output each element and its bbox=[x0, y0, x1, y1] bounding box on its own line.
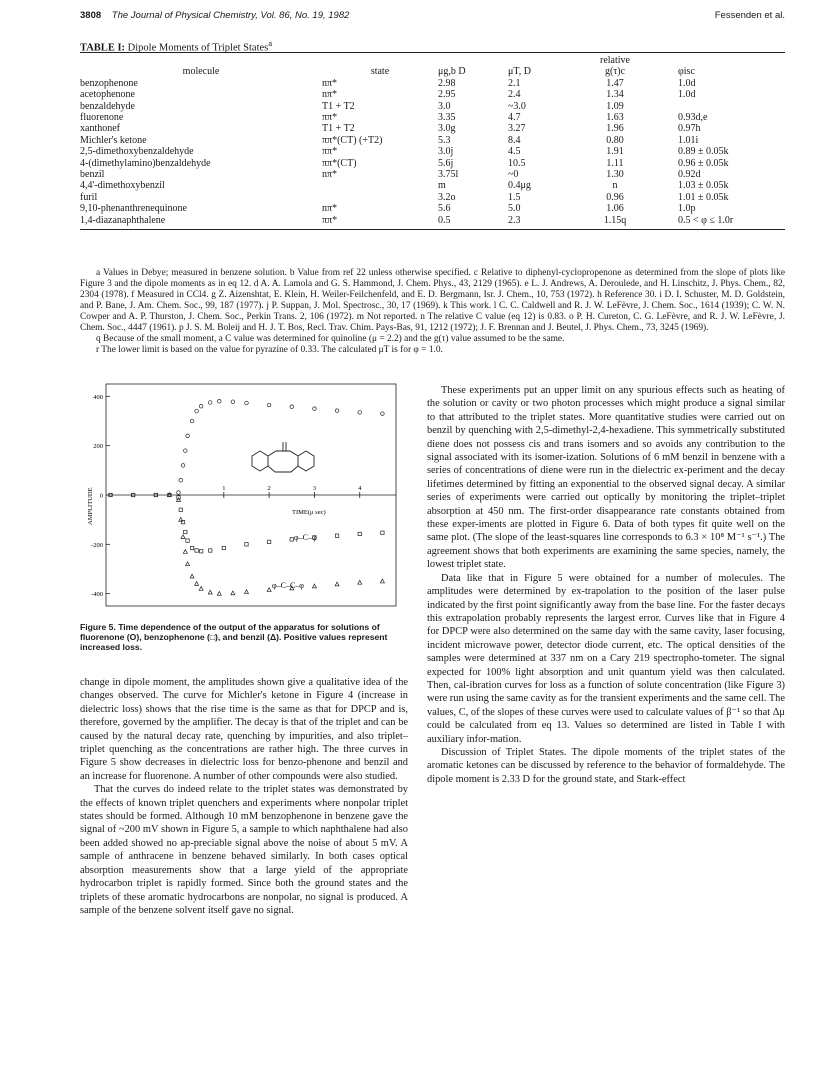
cell-mu-g: 3.2o bbox=[438, 191, 456, 203]
right-column bbox=[427, 384, 785, 786]
cell-molecule: 4-(dimethylamino)benzaldehyde bbox=[80, 157, 211, 169]
cell-mu-g: 3.0j bbox=[438, 146, 454, 158]
table-caption-note: a bbox=[268, 38, 273, 48]
cell-mu-t: ~0 bbox=[508, 169, 519, 181]
cell-state: T1 + T2 bbox=[322, 123, 355, 135]
cell-state: nπ* bbox=[322, 77, 338, 89]
table-row bbox=[80, 146, 785, 157]
left-column bbox=[80, 676, 408, 917]
cell-mu-g: 3.35 bbox=[438, 112, 456, 124]
cell-state: ππ*(CT) (+T2) bbox=[322, 134, 383, 146]
benzophenone-point bbox=[195, 549, 198, 552]
cell-g: 1.09 bbox=[606, 100, 624, 112]
cell-mu-g: 0.5 bbox=[438, 214, 451, 226]
cell-g: 1.63 bbox=[606, 112, 624, 124]
benzil-point bbox=[181, 535, 185, 539]
cell-g: 1.30 bbox=[606, 169, 624, 181]
cell-g: 0.80 bbox=[606, 134, 624, 146]
footnote-r: r The lower limit is based on the value for pyrazine of 0.33. The calculated μT is for φ = 1.0. bbox=[96, 345, 443, 355]
header-phi-isc: φisc bbox=[678, 66, 695, 78]
x-axis-label: TIME(μ sec) bbox=[292, 509, 326, 516]
benzophenone-point bbox=[199, 550, 202, 553]
cell-g: 1.11 bbox=[606, 157, 624, 169]
cell-mu-t: 4.5 bbox=[508, 146, 521, 158]
benzil-point bbox=[217, 591, 221, 595]
table-row bbox=[80, 89, 785, 100]
cell-molecule: acetophenone bbox=[80, 89, 135, 101]
cell-mu-g: 3.0 bbox=[438, 100, 451, 112]
cell-mu-t: 5.0 bbox=[508, 203, 521, 215]
header-mu-t: μT, D bbox=[508, 66, 531, 78]
cell-phi: 1.03 ± 0.05k bbox=[678, 180, 729, 192]
fluorenone-point bbox=[231, 400, 235, 404]
cell-g: 1.15q bbox=[603, 214, 627, 226]
fluorenone-point bbox=[186, 434, 190, 438]
benzil-point bbox=[179, 517, 183, 521]
cell-mu-t: 2.4 bbox=[508, 89, 521, 101]
running-header bbox=[80, 10, 785, 26]
cell-molecule: Michler's ketone bbox=[80, 134, 147, 146]
cell-phi: 1.0d bbox=[678, 89, 696, 101]
left-paragraph-2: That the curves do indeed relate to the triplet states was demonstrated by the effects of known triplet quenchers and experiments where nonpolar triplet states should be formed. Although 10 mM benzophenone in benzene gave the signal of ~200 mV shown in Figure 5, a sample to which naphthalene had also been added showed no ap-preciable signal above the noise of about 5 mV. A sample of anthracene in benzene behaved similarly. In both cases optical absorption measurements show that a large yield of the appropriate hydrocarbon triplet is rapidly formed. Since both the ground states and the triplets of these aromatic hydrocarbons are nonpolar, no signal is produced. A sample of the benzene solvent itself gave no signal. bbox=[80, 784, 408, 916]
fluorenone-point bbox=[313, 407, 317, 411]
cell-mu-t: ~3.0 bbox=[508, 100, 526, 112]
fluorenone-point bbox=[190, 419, 194, 423]
x-tick-label: 3 bbox=[312, 485, 317, 492]
left-paragraph-1: change in dipole moment, the amplitudes shown give a qualitative idea of the changes observed. The curve for Michler's ketone in Figure 4 (increase in dielectric loss) shows that the rise time is the same as that for DPCP and is, therefore, governed by the amplifier. The decay is that of the triplet and can be caused by the natural decay rate, quenching by impurities, and also triplet–triplet quenching as the concentrations are rather high. The three curves in Figure 5 show decreases in dielectric loss for benzo-phenone and benzil and an increase for fluorenone. A number of other compounds were also studied. bbox=[80, 677, 408, 782]
benzil-point bbox=[358, 580, 362, 584]
cell-phi: 0.5 < φ ≤ 1.0r bbox=[678, 214, 734, 226]
y-tick-label: 200 bbox=[93, 443, 103, 451]
table-row bbox=[80, 123, 785, 134]
fluorenone-point bbox=[335, 409, 339, 413]
fluorenone-point bbox=[195, 409, 199, 413]
fluorenone-point bbox=[381, 412, 385, 416]
cell-mu-g: 5.6j bbox=[438, 157, 454, 169]
journal-citation: The Journal of Physical Chemistry, Vol. 86, No. 19, 1982 bbox=[111, 10, 350, 21]
benzophenone-point bbox=[335, 534, 338, 537]
cell-g: n bbox=[612, 180, 618, 192]
fluorenone-point bbox=[177, 491, 181, 495]
cell-phi: 1.01 ± 0.05k bbox=[678, 191, 729, 203]
dipole-table bbox=[80, 52, 785, 230]
cell-phi bbox=[650, 101, 785, 112]
cell-mu-g: 3.75l bbox=[438, 169, 459, 181]
benzophenone-structure-label: φ–C–φ bbox=[294, 533, 317, 542]
cell-mu-t: 4.7 bbox=[508, 112, 521, 124]
amplitude-chart bbox=[82, 380, 402, 610]
footnote-q: q Because of the small moment, a C value was determined for quinoline (μ = 2.2) and the g(τ) value assumed to be the same. bbox=[96, 334, 565, 344]
fluorenone-point bbox=[290, 405, 294, 409]
fluorenone-point bbox=[199, 404, 203, 408]
cell-mu-t: 2.3 bbox=[508, 214, 521, 226]
table-caption-text: Dipole Moments of Triplet States bbox=[127, 42, 269, 54]
cell-molecule: xanthonef bbox=[80, 123, 120, 135]
x-tick-label: 1 bbox=[222, 485, 226, 492]
cell-phi: 0.96 ± 0.05k bbox=[678, 157, 729, 169]
cell-mu-g: 5.6 bbox=[438, 203, 451, 215]
cell-g: 1.91 bbox=[606, 146, 624, 158]
figure-5 bbox=[82, 380, 402, 610]
cell-state: ππ* bbox=[322, 146, 338, 158]
right-paragraph-1: These experiments put an upper limit on any spurious effects such as heating of the solution or cavity or two photon processes which might produce a signal similar to that attributed to the triplet states. More quantitative studies were carried out on benzil by quenching with 2,5-dimethyl-2,4-hexadiene. This symmetrically substituted diene does not possess cis and trans isomers and so avoids any contribution to the signal associated with its isomer-ization. Solutions of 6 mM benzil in benzene with a series of concentrations of diene were run in the dielectric ex-periment and the decay lifetimes determined by fitting an exponential to the observed signal decay. A similar series of experiments were carried out optically by monitoring the triplet–triplet absorption at 450 nm. The first-order disappearance rate constants obtained from these exper-iments are plotted in Figure 6. Data of both types fit quite well on the same plot. (The slope of the least-squares line corresponds to 6.3 × 10⁸ M⁻¹ s⁻¹.) The agreement shows that both experiments are examining the same species, namely, the lowest triplet state. bbox=[427, 385, 785, 571]
page-number: 3808 bbox=[80, 10, 102, 21]
benzil-point bbox=[186, 562, 190, 566]
benzil-point bbox=[190, 574, 194, 578]
cell-molecule: furil bbox=[80, 191, 98, 203]
cell-mu-t: 0.4μg bbox=[508, 180, 531, 192]
cell-state: T1 + T2 bbox=[322, 100, 355, 112]
cell-mu-t: 2.1 bbox=[508, 77, 521, 89]
cell-molecule: benzophenone bbox=[80, 77, 138, 89]
benzophenone-point bbox=[190, 546, 193, 549]
cell-molecule: 2,5-dimethoxybenzaldehyde bbox=[80, 146, 194, 158]
benzil-point bbox=[380, 579, 384, 583]
benzophenone-point bbox=[186, 539, 189, 542]
cell-molecule: benzil bbox=[80, 169, 105, 181]
cell-state: nπ* bbox=[322, 169, 338, 181]
benzil-point bbox=[312, 584, 316, 588]
table-row bbox=[80, 169, 785, 180]
cell-phi: 1.0d bbox=[678, 77, 696, 89]
cell-molecule: 9,10-phenanthrenequinone bbox=[80, 203, 187, 215]
cell-state: ππ* bbox=[322, 112, 338, 124]
cell-g: 1.34 bbox=[606, 89, 624, 101]
benzil-point bbox=[335, 582, 339, 586]
benzil-point bbox=[267, 588, 271, 592]
benzil-point bbox=[244, 590, 248, 594]
cell-g: 1.96 bbox=[606, 123, 624, 135]
table-row bbox=[80, 101, 785, 112]
cell-state: ππ*(CT) bbox=[322, 157, 357, 169]
cell-phi: 0.97h bbox=[678, 123, 701, 135]
cell-mu-t: 10.5 bbox=[508, 157, 526, 169]
cell-mu-g: 2.95 bbox=[438, 89, 456, 101]
fluorenone-point bbox=[217, 399, 221, 403]
benzophenone-point bbox=[184, 530, 187, 533]
x-tick-label: 4 bbox=[358, 485, 362, 492]
right-paragraph-2: Data like that in Figure 5 were obtained for a number of molecules. The amplitudes were determined by ex-trapolation to the position of the laser pulse indicated by the first point significantly away from the base line. For the faster decays this extrapolation probably represents the largest error. Curves like that in Figure 4 for DPCP were also determined on the same day with the same cavity, laser focusing, incident microwave power, detector diode current, etc. The optical densities of the samples were determined at 337 nm on a Cary 219 spectropho-tometer. The signal expected for 100% light absorption and unit quantum yield was then calculated. Then, cal-ibration curves for loss as a function of solute concentration (like Figure 3) were run using the same cavity as for the transient experiments and the same cell. The values, C, of the slopes of these curves were used to calculate values of β⁻¹ so that Δμ could be calculated from eq 13. Values so determined are listed in Table I with auxiliary infor-mation. bbox=[427, 572, 785, 745]
table-row bbox=[80, 180, 785, 191]
table-row bbox=[80, 158, 785, 169]
fluorenone-point bbox=[358, 411, 362, 415]
cell-molecule: fluorenone bbox=[80, 112, 124, 124]
fluorenone-point bbox=[181, 464, 185, 468]
benzophenone-point bbox=[222, 546, 225, 549]
benzophenone-point bbox=[358, 532, 361, 535]
header-g-tau: g(τ)c bbox=[604, 66, 626, 78]
cell-mu-g: 5.3 bbox=[438, 134, 451, 146]
y-tick-label: 0 bbox=[99, 492, 103, 500]
cell-molecule: 4,4'-dimethoxybenzil bbox=[80, 180, 165, 192]
x-tick-label: 2 bbox=[267, 485, 271, 492]
benzil-structure-label: φ–C–C–φ bbox=[272, 581, 304, 590]
benzil-point bbox=[195, 582, 199, 586]
fluorenone-point bbox=[183, 449, 187, 453]
cell-phi: 1.0p bbox=[678, 203, 696, 215]
y-tick-label: 400 bbox=[93, 393, 103, 401]
benzil-point bbox=[231, 591, 235, 595]
cell-mu-t: 3.27 bbox=[508, 123, 526, 135]
fluorenone-point bbox=[179, 478, 183, 482]
cell-molecule: benzaldehyde bbox=[80, 100, 135, 112]
cell-mu-t: 8.4 bbox=[508, 134, 521, 146]
benzil-point bbox=[199, 587, 203, 591]
molecule-structure-icon bbox=[252, 442, 314, 472]
benzophenone-point bbox=[290, 538, 293, 541]
cell-molecule: 1,4-diazanaphthalene bbox=[80, 214, 166, 226]
benzil-point bbox=[208, 590, 212, 594]
cell-mu-t: 1.5 bbox=[508, 191, 521, 203]
benzophenone-point bbox=[209, 549, 212, 552]
table-row bbox=[80, 78, 785, 89]
y-tick-label: -200 bbox=[91, 541, 103, 549]
benzophenone-point bbox=[267, 540, 270, 543]
cell-state bbox=[322, 192, 438, 203]
table-row bbox=[80, 192, 785, 203]
cell-mu-g: 3.0g bbox=[438, 123, 456, 135]
table-row bbox=[80, 112, 785, 123]
cell-state: ππ* bbox=[322, 214, 338, 226]
author-header: Fessenden et al. bbox=[714, 10, 785, 21]
table-row bbox=[80, 215, 785, 226]
y-tick-label: -400 bbox=[91, 591, 103, 599]
table-row bbox=[80, 203, 785, 214]
cell-state bbox=[322, 180, 438, 191]
cell-g: 1.06 bbox=[606, 203, 624, 215]
cell-phi: 0.93d,e bbox=[678, 112, 708, 124]
cell-phi: 1.01i bbox=[678, 134, 699, 146]
cell-mu-g: m bbox=[438, 180, 446, 192]
cell-state: nπ* bbox=[322, 203, 338, 215]
benzophenone-point bbox=[245, 543, 248, 546]
cell-g: 1.47 bbox=[606, 77, 624, 89]
fluorenone-point bbox=[267, 403, 271, 407]
right-paragraph-3: Discussion of Triplet States. The dipole moments of the triplet states of the aromatic ketones can be discussed by reference to the behavior of formaldehyde. The dipole moment is 2.33 D for the ground state, and Stark-effect bbox=[427, 746, 785, 785]
cell-state: nπ* bbox=[322, 89, 338, 101]
benzophenone-point bbox=[179, 508, 182, 511]
y-axis-label: AMPLITUDE bbox=[87, 487, 94, 525]
benzil-point bbox=[183, 550, 187, 554]
cell-phi: 0.92d bbox=[678, 169, 701, 181]
benzophenone-point bbox=[381, 531, 384, 534]
figure-caption: Figure 5. Time dependence of the output of the apparatus for solutions of fluorenone (O), benzophenone (□), and benzil (Δ). Positive values represent increased loss. bbox=[80, 622, 388, 652]
header-state: state bbox=[370, 66, 390, 78]
table-caption-label: TABLE I: bbox=[80, 42, 126, 54]
cell-mu-g: 2.98 bbox=[438, 77, 456, 89]
header-relative: relative bbox=[600, 55, 630, 66]
table-footnotes bbox=[80, 268, 785, 356]
fluorenone-point bbox=[208, 401, 212, 405]
cell-g: 0.96 bbox=[606, 191, 624, 203]
header-molecule: molecule bbox=[182, 66, 220, 78]
table-row bbox=[80, 135, 785, 146]
fluorenone-point bbox=[245, 401, 249, 405]
footnote-main: a Values in Debye; measured in benzene solution. b Value from ref 22 unless otherwise specified. c Relative to diphenyl-cyclopropenone as determined from the slope of plots like Figure 3 and the dipole moments as in eq 12. d A. A. Lamola and G. S. Hammond, J. Chem. Phys., 43, 2129 (1965). e L. J. Andrews, A. Deroulede, and H. Linschitz, J. Phys. Chem., 82, 2304 (1978). f Measured in CCl4. g Z. Aizenshtat, E. Klein, H. Weiler-Feilchenfeld, and E. D. Bergmann, Isr. J. Chem., 10, 753 (1972). h Reference 30. i D. I. Schuster, M. D. Goldstein, and P. Bane, J. Am. Chem. Soc., 99, 187 (1977). j P. Suppan, J. Mol. Spectrosc., 30, 17 (1969). k This work. l C. C. Caldwell and R. J. W. LeFèvre, J. Chem. Soc., 1614 (1939); C. W. N. Cowper and A. P. Thurston, J. Chem. Soc., Perkin Trans. 2, 106 (1972). m Not reported. n The relative C value (eq 12) is 0.83. o P. H. Cureton, C. G. LeFèvre, and R. J. W. LeFèvre, J. Chem. Soc., 4447 (1961). p J. S. M. Boleij and H. J. T. Bos, Recl. Trav. Chim. Pays-Bas, 91, 1212 (1972); J. F. Brennan and J. Beutel, J. Phys. Chem., 73, 3245 (1969). bbox=[80, 268, 785, 333]
header-mu-g: μg,b D bbox=[438, 66, 466, 78]
cell-phi: 0.89 ± 0.05k bbox=[678, 146, 729, 158]
